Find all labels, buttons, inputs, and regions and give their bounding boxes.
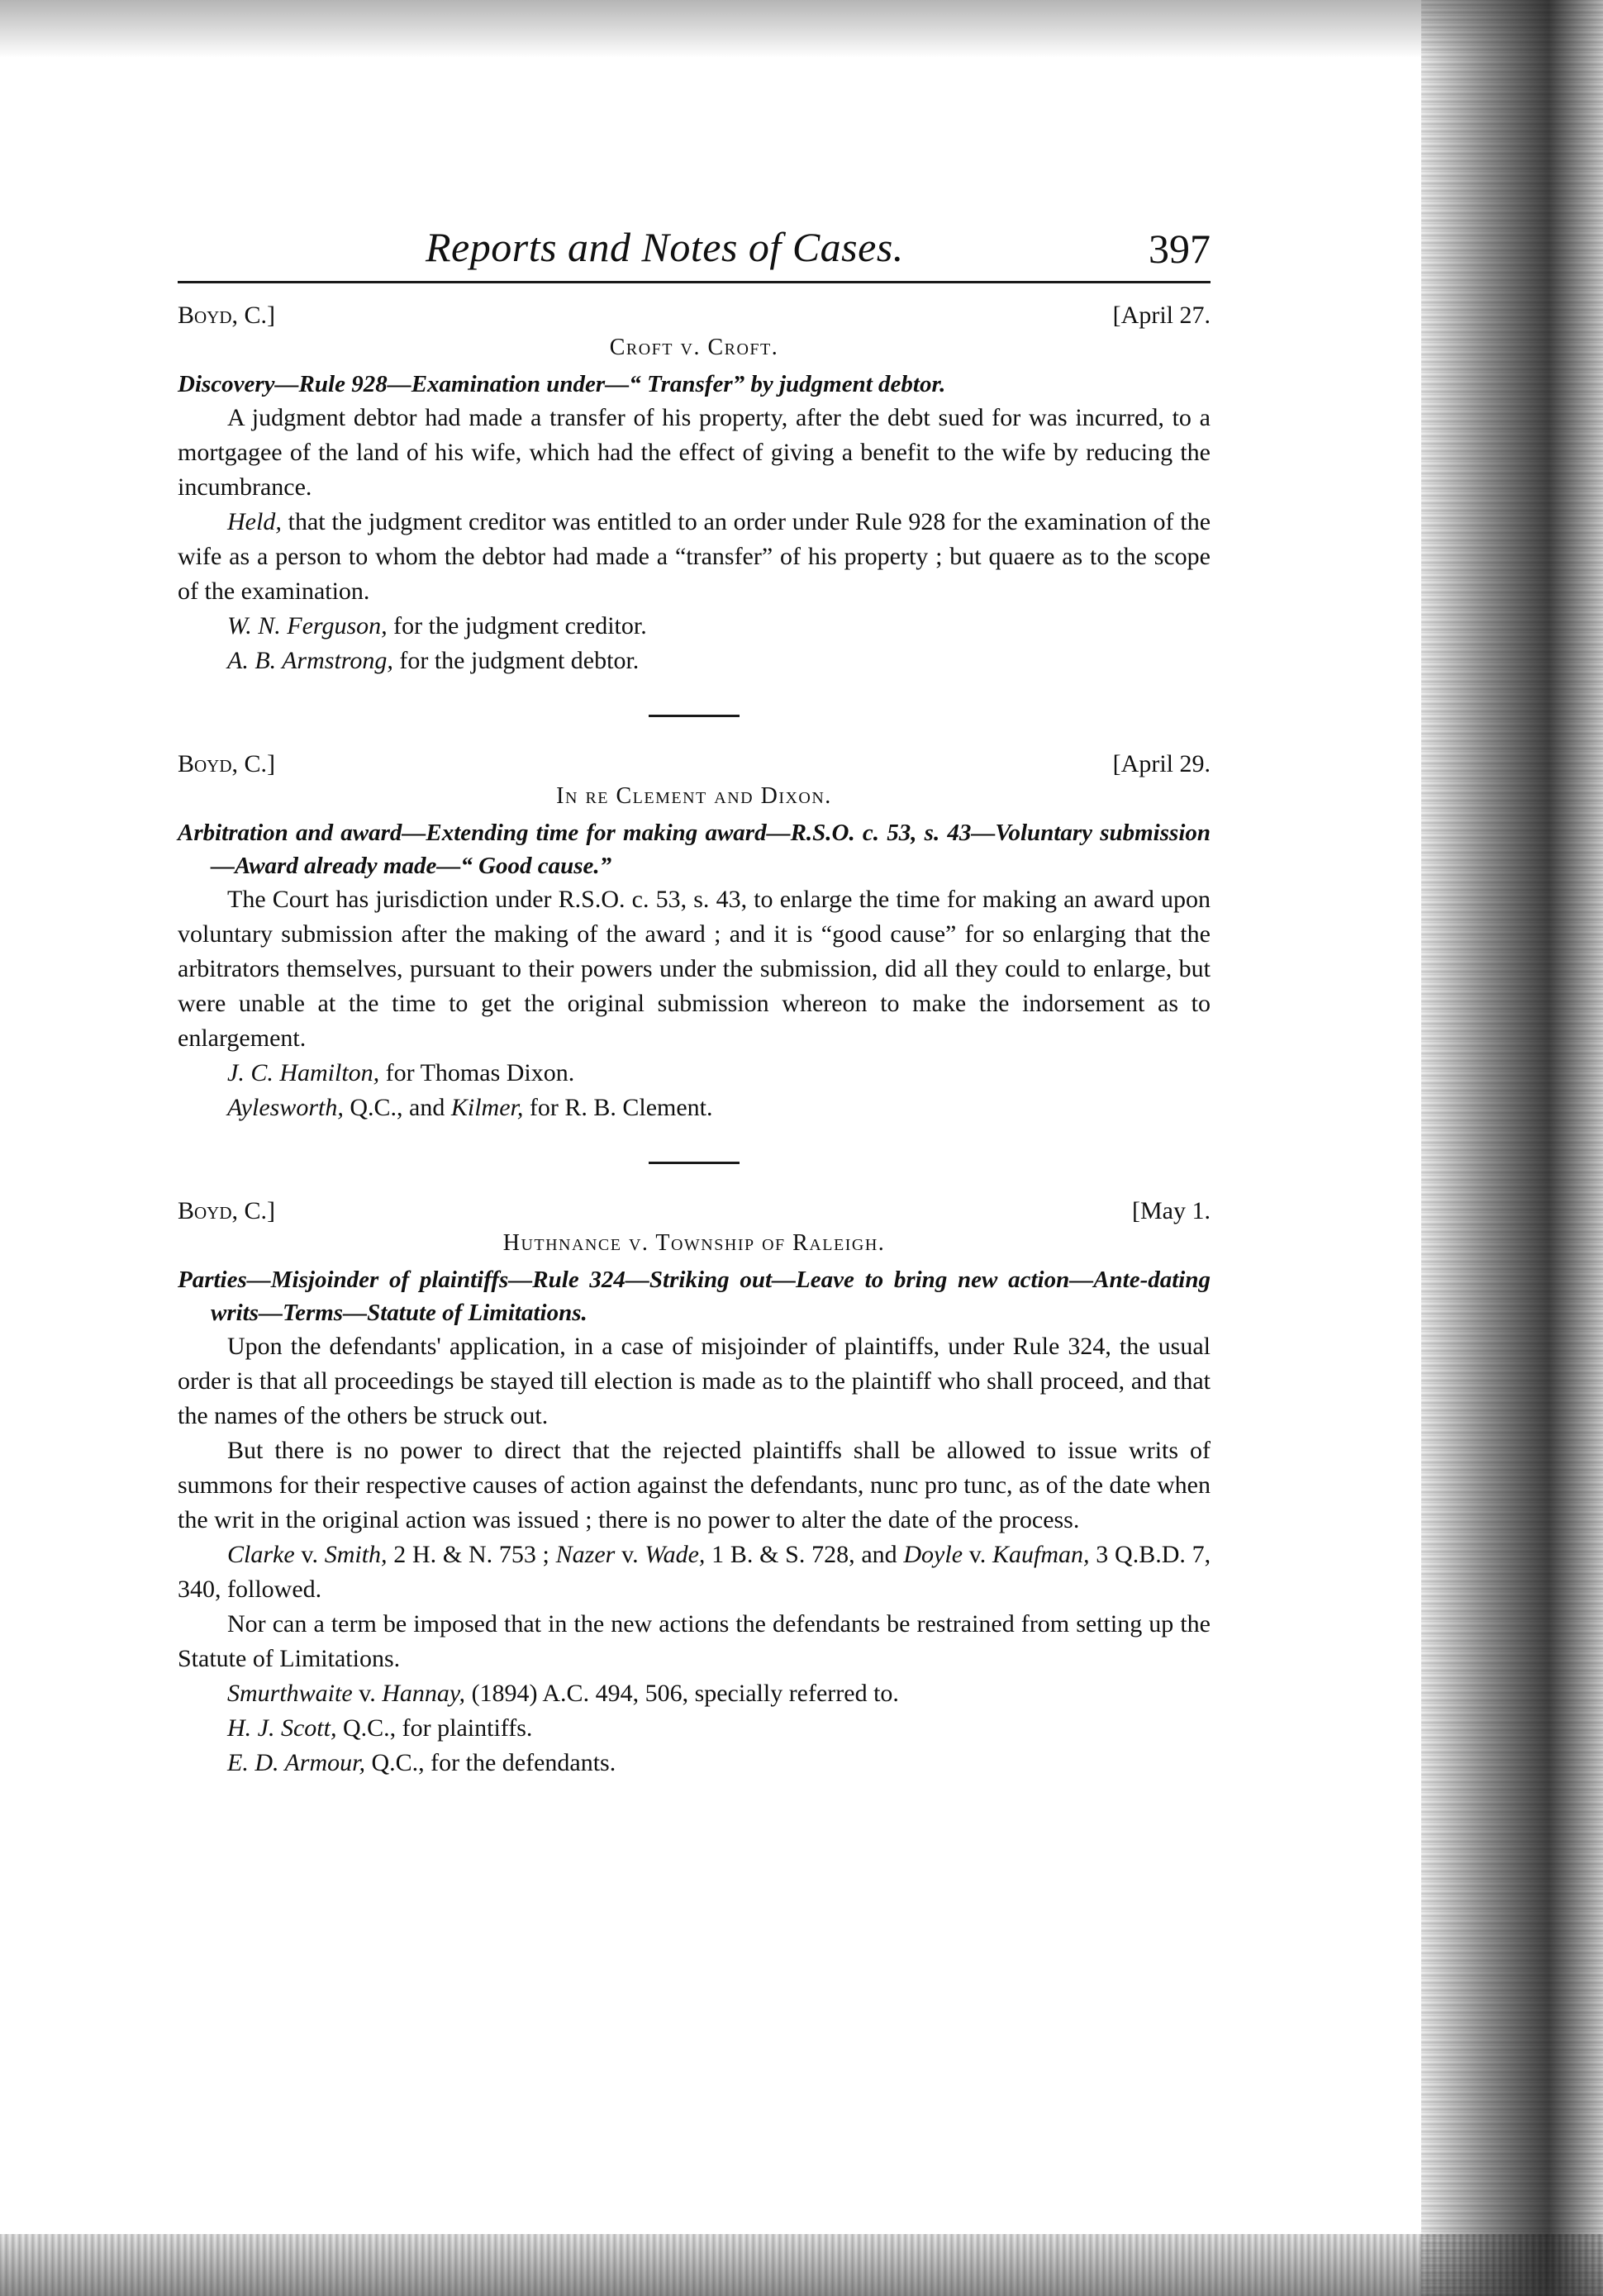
- case-head: [178, 750, 1211, 783]
- citations-followed: [178, 1538, 1211, 1607]
- scan-edge-top: [0, 0, 1603, 58]
- case-title: Huthnance v. Township of Raleigh.: [502, 1230, 886, 1256]
- paragraph: A judgment debtor had made a transfer of his property, after the debt sued for was incurred, to a mortgagee of the land of his wife, which had the effect of giving a benefit to the wife by reducing the incumbrance.: [178, 404, 1211, 501]
- page-number: 397: [1149, 226, 1211, 272]
- counsel-line: [178, 609, 1211, 644]
- counsel-name: A. B. Armstrong,: [227, 647, 393, 674]
- paragraph: But there is no power to direct that the rejected plaintiffs shall be allowed to issue writs of summons for their respective causes of action against the defendants, nunc pro tunc, as of the date when the writ in the original action was issued ; there is no power to alter the date of the process.: [178, 1437, 1211, 1533]
- counsel-line: [178, 1711, 1211, 1746]
- counsel-role: Q.C., for plaintiffs.: [342, 1714, 533, 1742]
- case-head: [178, 1197, 1211, 1230]
- headnote: Discovery—Rule 928—Examination under—“ Transfer” by judgment debtor.: [178, 371, 946, 397]
- paragraph: Upon the defendants' application, in a case of misjoinder of plaintiffs, under Rule 324, the usual order is that all proceedings be stayed till election is made as to the plaintiff who shall proceed, and that the names of the others be struck out.: [178, 1333, 1211, 1429]
- section-separator: [649, 1162, 740, 1164]
- case-date: [April 29.: [1112, 750, 1211, 777]
- running-head: [178, 223, 1211, 283]
- case-name: Hannay,: [382, 1680, 466, 1707]
- held-text: that the judgment creditor was entitled to an order under Rule 928 for the examination of the wife as a person to whom the debtor had made a “transfer” of his property ; but quaere as to the scope of the examination.: [178, 508, 1211, 605]
- running-title: Reports and Notes of Cases.: [426, 224, 904, 270]
- counsel-name: E. D. Armour,: [227, 1749, 365, 1776]
- versus: v.: [359, 1680, 376, 1707]
- counsel-role: for Thomas Dixon.: [385, 1059, 575, 1086]
- headnote: Arbitration and award—Extending time for making award—R.S.O. c. 53, s. 43—Voluntary submission—Award already made—“ Good cause.”: [178, 820, 1211, 879]
- case-name: Doyle: [903, 1541, 963, 1568]
- citation-ref: (1894) A.C. 494, 506, specially referred to.: [471, 1680, 899, 1707]
- paragraph: Nor can a term be imposed that in the new actions the defendants be restrained from setting up the Statute of Limitations.: [178, 1610, 1211, 1672]
- case-date: [May 1.: [1132, 1197, 1211, 1224]
- citation-ref: 2 H. & N. 753 ;: [393, 1541, 549, 1568]
- judge: Boyd, C.]: [178, 302, 276, 329]
- scan-edge-bottom: [0, 2234, 1603, 2296]
- case-name: Kaufman,: [992, 1541, 1090, 1568]
- counsel-role: for the judgment debtor.: [399, 647, 640, 674]
- counsel-name: Aylesworth,: [227, 1094, 344, 1121]
- versus: v.: [621, 1541, 639, 1568]
- counsel-role: for R. B. Clement.: [529, 1094, 713, 1121]
- judge: Boyd, C.]: [178, 1197, 276, 1224]
- counsel-role: for the judgment creditor.: [393, 612, 647, 639]
- counsel-line: [178, 644, 1211, 678]
- paragraph-held: [178, 505, 1211, 609]
- citation-ref: 1 B. & S. 728, and: [711, 1541, 897, 1568]
- counsel-middle: Q.C., and: [350, 1094, 445, 1121]
- case-title: Croft v. Croft.: [609, 335, 779, 360]
- case-name: Nazer: [555, 1541, 616, 1568]
- counsel-name: Kilmer,: [450, 1094, 524, 1121]
- counsel-name: W. N. Ferguson,: [227, 612, 388, 639]
- case-name: Smith,: [324, 1541, 388, 1568]
- case-head: [178, 302, 1211, 335]
- counsel-line: [178, 1091, 1211, 1125]
- case-title: In re Clement and Dixon.: [556, 783, 832, 809]
- case-huthnance-v-raleigh: [178, 1197, 1211, 1780]
- case-croft-v-croft: [178, 302, 1211, 678]
- headnote: Parties—Misjoinder of plaintiffs—Rule 324—Striking out—Leave to bring new action—Ante-dating writs—Terms—Statute of Limitations.: [178, 1267, 1211, 1326]
- versus: v.: [301, 1541, 318, 1568]
- scan-edge-right: [1421, 0, 1603, 2296]
- case-date: [April 27.: [1112, 302, 1211, 329]
- case-name: Wade,: [645, 1541, 706, 1568]
- judge: Boyd, C.]: [178, 750, 276, 777]
- case-name: Clarke: [227, 1541, 295, 1568]
- held-label: Held,: [227, 508, 282, 535]
- counsel-line: [178, 1056, 1211, 1091]
- counsel-role: Q.C., for the defendants.: [371, 1749, 616, 1776]
- paragraph: The Court has jurisdiction under R.S.O. c. 53, s. 43, to enlarge the time for making an award upon voluntary submission after the making of the award ; and it is “good cause” for so enlarging that the arbitrators themselves, pursuant to their powers under the submission, did all they could to enlarge, but were unable at the time to get the original submission whereon to make the indorsement as to enlargement.: [178, 886, 1211, 1052]
- section-separator: [649, 715, 740, 717]
- case-name: Smurthwaite: [227, 1680, 353, 1707]
- counsel-name: H. J. Scott,: [227, 1714, 337, 1742]
- counsel-line: [178, 1746, 1211, 1780]
- page: [178, 223, 1211, 1780]
- case-in-re-clement-and-dixon: [178, 750, 1211, 1125]
- citations-referred: [178, 1676, 1211, 1711]
- counsel-name: J. C. Hamilton,: [227, 1059, 380, 1086]
- versus: v.: [968, 1541, 987, 1568]
- citation-ref: 3 Q.B.D. 7, 340, followed.: [178, 1541, 1211, 1603]
